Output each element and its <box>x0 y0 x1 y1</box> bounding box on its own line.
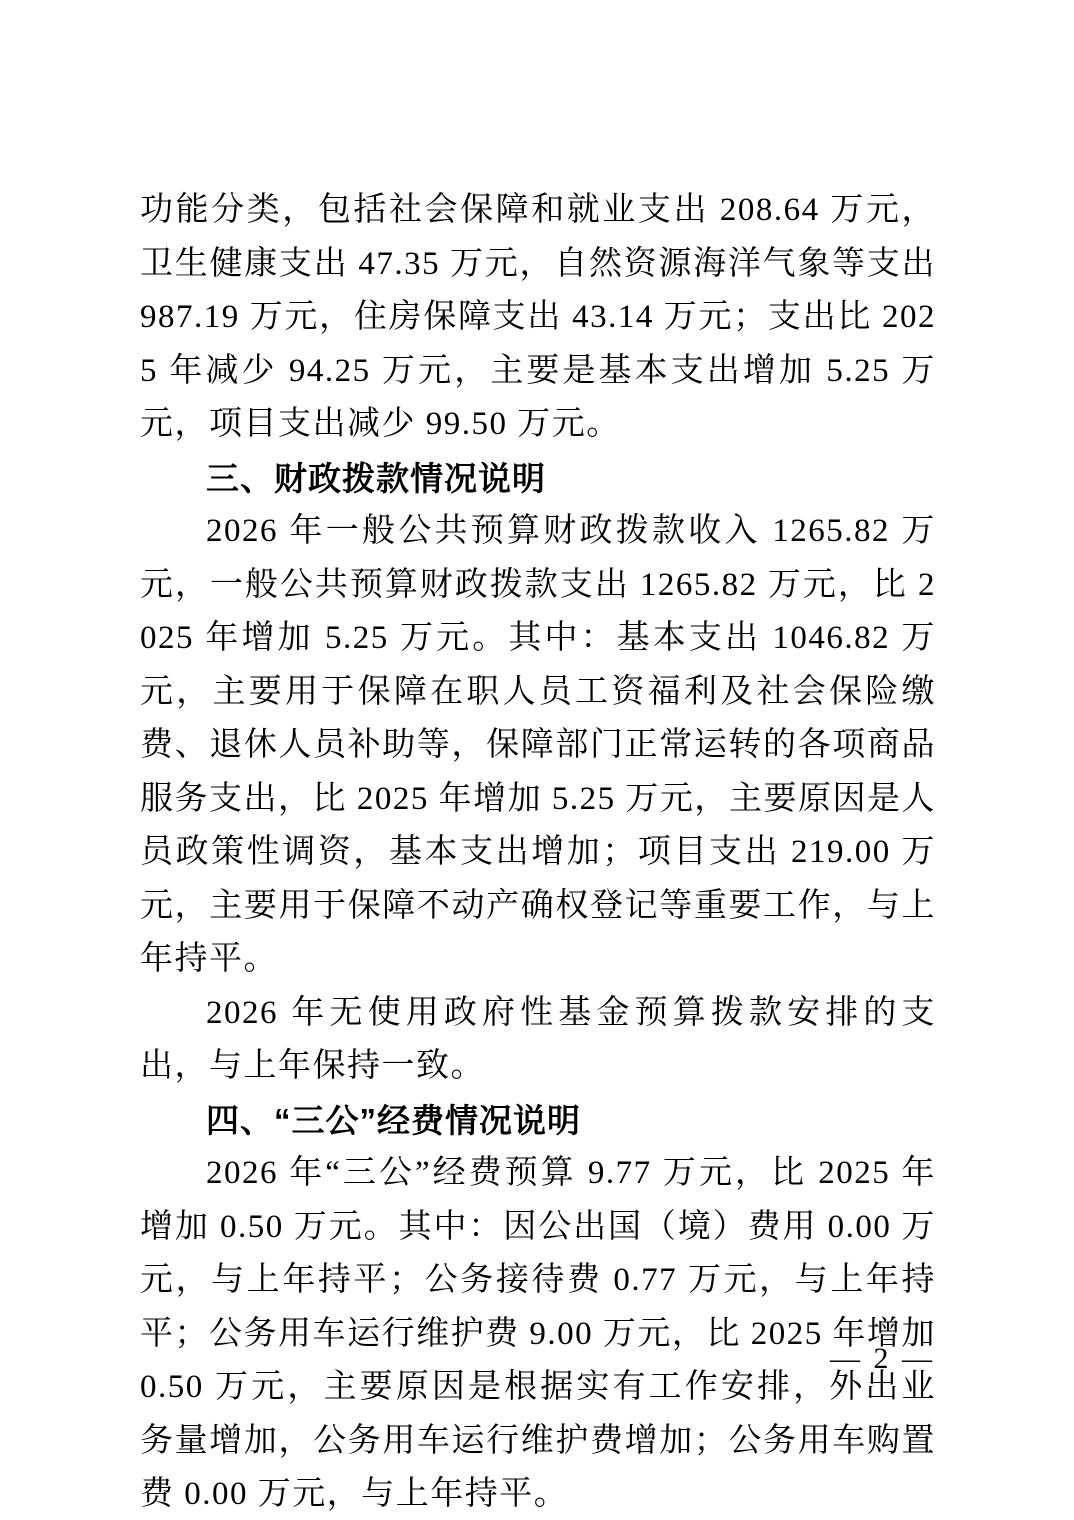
section4-paragraph-three-public-expenses: 2026 年“三公”经费预算 9.77 万元，比 2025 年增加 0.50 万元。其中：因公出国（境）费用 0.00 万元，与上年持平；公务接待费 0.77 万元，与上年持平；公务用车运行维护费 9.00 万元，比 2025 年增加 0.50 万元，主要原因是根据实有工作安排，外出业务量增加，公务用车运行维护费增加；公务用车购置费 0.00 万元，与上年持平。 <box>140 1155 936 1512</box>
page-number: — 2 — <box>830 1342 935 1375</box>
paragraph-functional-classification: 功能分类，包括社会保障和就业支出 208.64 万元，卫生健康支出 47.35 万元，自然资源海洋气象等支出 987.19 万元，住房保障支出 43.14 万元；支出比 2025 年减少 94.25 万元，主要是基本支出增加 5.25 万元，项目支出减少 99.50 万元。 <box>140 192 936 442</box>
section3-heading: 三、财政拨款情况说明 <box>206 459 546 497</box>
section3-paragraph-government-fund: 2026 年无使用政府性基金预算拨款安排的支出，与上年保持一致。 <box>140 994 936 1084</box>
page-content <box>140 184 936 1520</box>
section3-paragraph-fiscal-appropriation: 2026 年一般公共预算财政拨款收入 1265.82 万元，一般公共预算财政拨款支出 1265.82 万元，比 2025 年增加 5.25 万元。其中：基本支出 1046.82 万元，主要用于保障在职人员工资福利及社会保险缴费、退休人员补助等，保障部门正常运转的各项商品服务支出，比 2025 年增加 5.25 万元，主要原因是人员政策性调资，基本支出增加；项目支出 219.00 万元，主要用于保障不动产确权登记等重要工作，与上年持平。 <box>140 513 936 977</box>
section4-heading: 四、“三公”经费情况说明 <box>206 1101 581 1139</box>
